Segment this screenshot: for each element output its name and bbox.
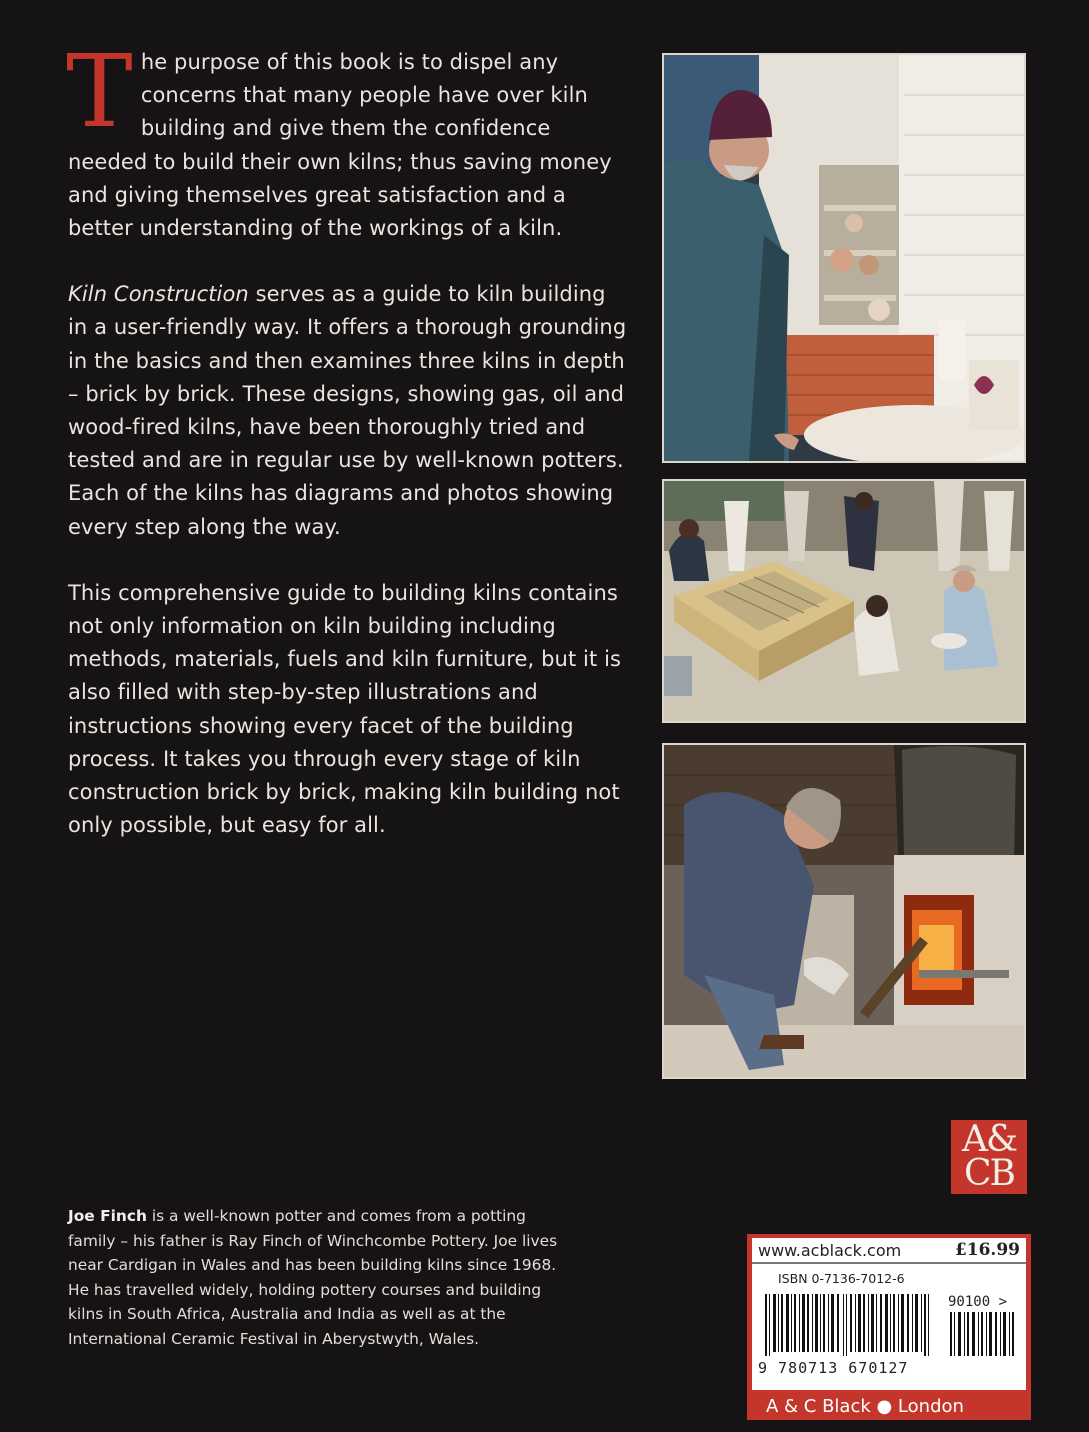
url-price-row [752,1238,1026,1264]
logo-line-2: CB [964,1153,1014,1194]
author-name: Joe Finch [68,1207,147,1225]
blurb-p3-text: This comprehensive guide to building kilns contains not only information on kiln building including methods, materials, fuels and kiln furniture, but it is also filled with step-by-step illustrations and instructions showing every facet of the building process. It takes you through every stage of kiln construction brick by brick, making kiln building not only possible, but easy for all. [68,580,622,838]
author-bio [68,1204,568,1352]
addon-mark: > [998,1294,1008,1310]
addon-digits: 90100 [948,1294,991,1310]
publisher-url: www.acblack.com [758,1240,902,1260]
photo-stoking-wood-kiln [662,743,1026,1079]
publisher-logo [951,1120,1027,1194]
blurb-p2-text: serves as a guide to kiln building in a user-friendly way. It offers a thorough grounding in the basics and then examines three kilns in depth – brick by brick. These designs, showing gas, oil and wood-fired kilns, have been thoroughly tried and tested and are in regular use by well-known potters. Each of the kilns has diagrams and photos showing every step along the way. [68,282,627,539]
price-barcode-box [747,1234,1031,1420]
blurb-text [66,33,628,875]
addon-barcode [948,1312,1021,1356]
barcode [757,1294,945,1356]
photo-group-building-kiln [662,479,1026,723]
blurb-paragraph-1 [66,33,628,245]
price: £16.99 [954,1240,1020,1260]
barcode-panel [752,1238,1026,1390]
barcode-digits: 9 780713 670127 [758,1359,909,1377]
author-bio-text: is a well-known potter and comes from a potting family – his father is Ray Finch of Winchcombe Pottery. Joe lives near Cardigan in Wales and has been building kilns since 1968. He has travelled widely, holding pottery courses and building kilns in South Africa, Australia and India as well as at the International Ceramic Festival in Aberystwyth, Wales. [68,1207,558,1348]
blurb-paragraph-2 [68,278,628,544]
blurb-p1-text: he purpose of this book is to dispel any concerns that many people have over kiln building and give them the confidence needed to build their own kilns; thus saving money and giving themselves great satisfaction and a better understanding of the workings of a kiln. [68,50,612,241]
isbn: ISBN 0-7136-7012-6 [778,1271,905,1286]
drop-cap: T [66,33,133,150]
photo-potter-at-kiln [662,53,1026,463]
logo-line-1: A& [961,1119,1017,1160]
barcode-addon [948,1294,1007,1310]
book-title: Kiln Construction [68,282,249,307]
blurb-paragraph-3 [68,577,628,843]
publisher-imprint: A & C Black ● London [766,1396,964,1417]
